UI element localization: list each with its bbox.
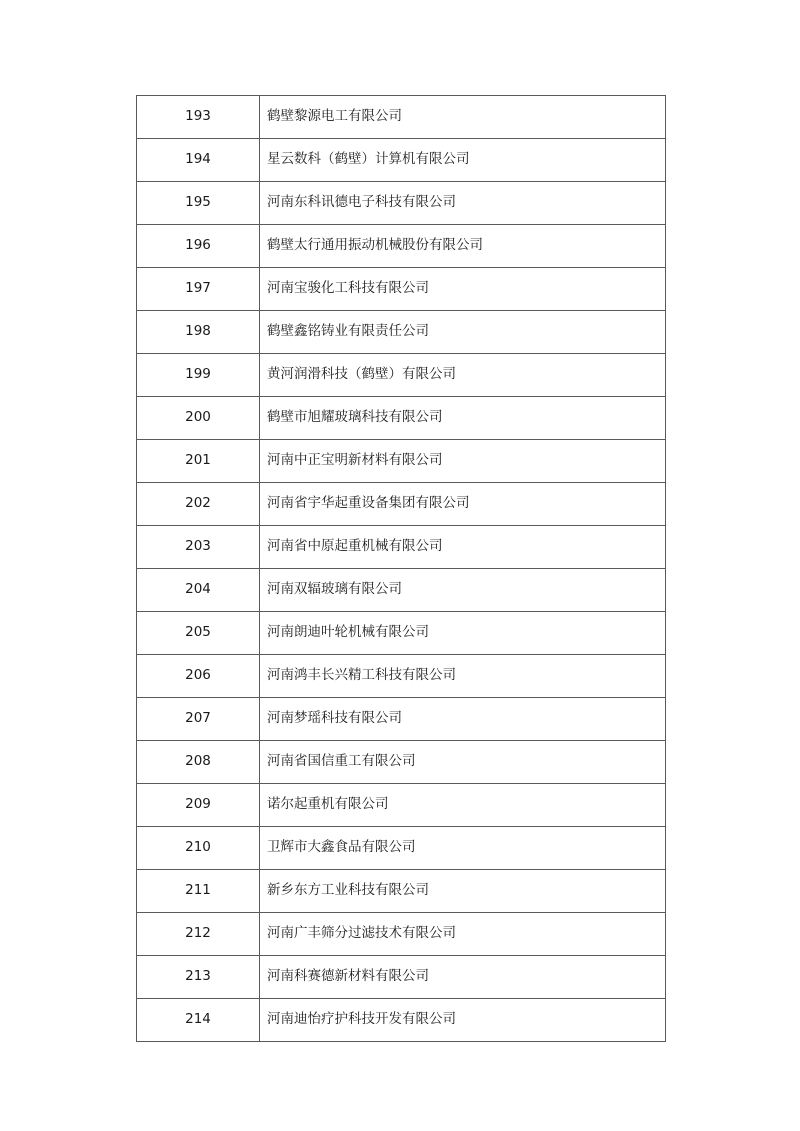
row-number: 212	[137, 913, 260, 956]
table-row	[137, 139, 666, 182]
company-name: 河南双辐玻璃有限公司	[260, 569, 666, 612]
row-number: 196	[137, 225, 260, 268]
table-row	[137, 311, 666, 354]
company-name: 河南宝骏化工科技有限公司	[260, 268, 666, 311]
row-number: 198	[137, 311, 260, 354]
table-row	[137, 827, 666, 870]
table-row	[137, 96, 666, 139]
row-number: 208	[137, 741, 260, 784]
company-name: 河南朗迪叶轮机械有限公司	[260, 612, 666, 655]
company-name: 河南省宇华起重设备集团有限公司	[260, 483, 666, 526]
company-name: 河南东科讯德电子科技有限公司	[260, 182, 666, 225]
company-name: 河南省国信重工有限公司	[260, 741, 666, 784]
row-number: 211	[137, 870, 260, 913]
row-number: 213	[137, 956, 260, 999]
table-row	[137, 182, 666, 225]
company-list-body	[137, 96, 666, 1042]
row-number: 214	[137, 999, 260, 1042]
company-name: 河南迪怡疗护科技开发有限公司	[260, 999, 666, 1042]
row-number: 200	[137, 397, 260, 440]
row-number: 197	[137, 268, 260, 311]
table-row	[137, 698, 666, 741]
company-name: 河南省中原起重机械有限公司	[260, 526, 666, 569]
table-row	[137, 655, 666, 698]
table-row	[137, 956, 666, 999]
company-name: 河南鸿丰长兴精工科技有限公司	[260, 655, 666, 698]
table-row	[137, 225, 666, 268]
row-number: 194	[137, 139, 260, 182]
table-row	[137, 999, 666, 1042]
company-name: 诺尔起重机有限公司	[260, 784, 666, 827]
table-row	[137, 483, 666, 526]
table-row	[137, 354, 666, 397]
row-number: 209	[137, 784, 260, 827]
row-number: 210	[137, 827, 260, 870]
company-name: 鹤壁鑫铭铸业有限责任公司	[260, 311, 666, 354]
row-number: 205	[137, 612, 260, 655]
table-row	[137, 913, 666, 956]
table-row	[137, 612, 666, 655]
company-name: 河南广丰筛分过滤技术有限公司	[260, 913, 666, 956]
table-row	[137, 526, 666, 569]
row-number: 202	[137, 483, 260, 526]
row-number: 206	[137, 655, 260, 698]
company-name: 星云数科（鹤壁）计算机有限公司	[260, 139, 666, 182]
table-row	[137, 440, 666, 483]
company-list-table	[136, 95, 666, 1042]
table-row	[137, 784, 666, 827]
row-number: 193	[137, 96, 260, 139]
row-number: 207	[137, 698, 260, 741]
company-name: 鹤壁黎源电工有限公司	[260, 96, 666, 139]
company-name: 鹤壁太行通用振动机械股份有限公司	[260, 225, 666, 268]
table-row	[137, 268, 666, 311]
company-name: 河南中正宝明新材料有限公司	[260, 440, 666, 483]
company-name: 新乡东方工业科技有限公司	[260, 870, 666, 913]
company-name: 河南梦瑶科技有限公司	[260, 698, 666, 741]
company-name: 卫辉市大鑫食品有限公司	[260, 827, 666, 870]
row-number: 199	[137, 354, 260, 397]
row-number: 204	[137, 569, 260, 612]
row-number: 195	[137, 182, 260, 225]
row-number: 201	[137, 440, 260, 483]
table-row	[137, 397, 666, 440]
table-row	[137, 870, 666, 913]
table-row	[137, 569, 666, 612]
company-name: 黄河润滑科技（鹤壁）有限公司	[260, 354, 666, 397]
table-row	[137, 741, 666, 784]
company-name: 河南科赛德新材料有限公司	[260, 956, 666, 999]
company-name: 鹤壁市旭耀玻璃科技有限公司	[260, 397, 666, 440]
row-number: 203	[137, 526, 260, 569]
